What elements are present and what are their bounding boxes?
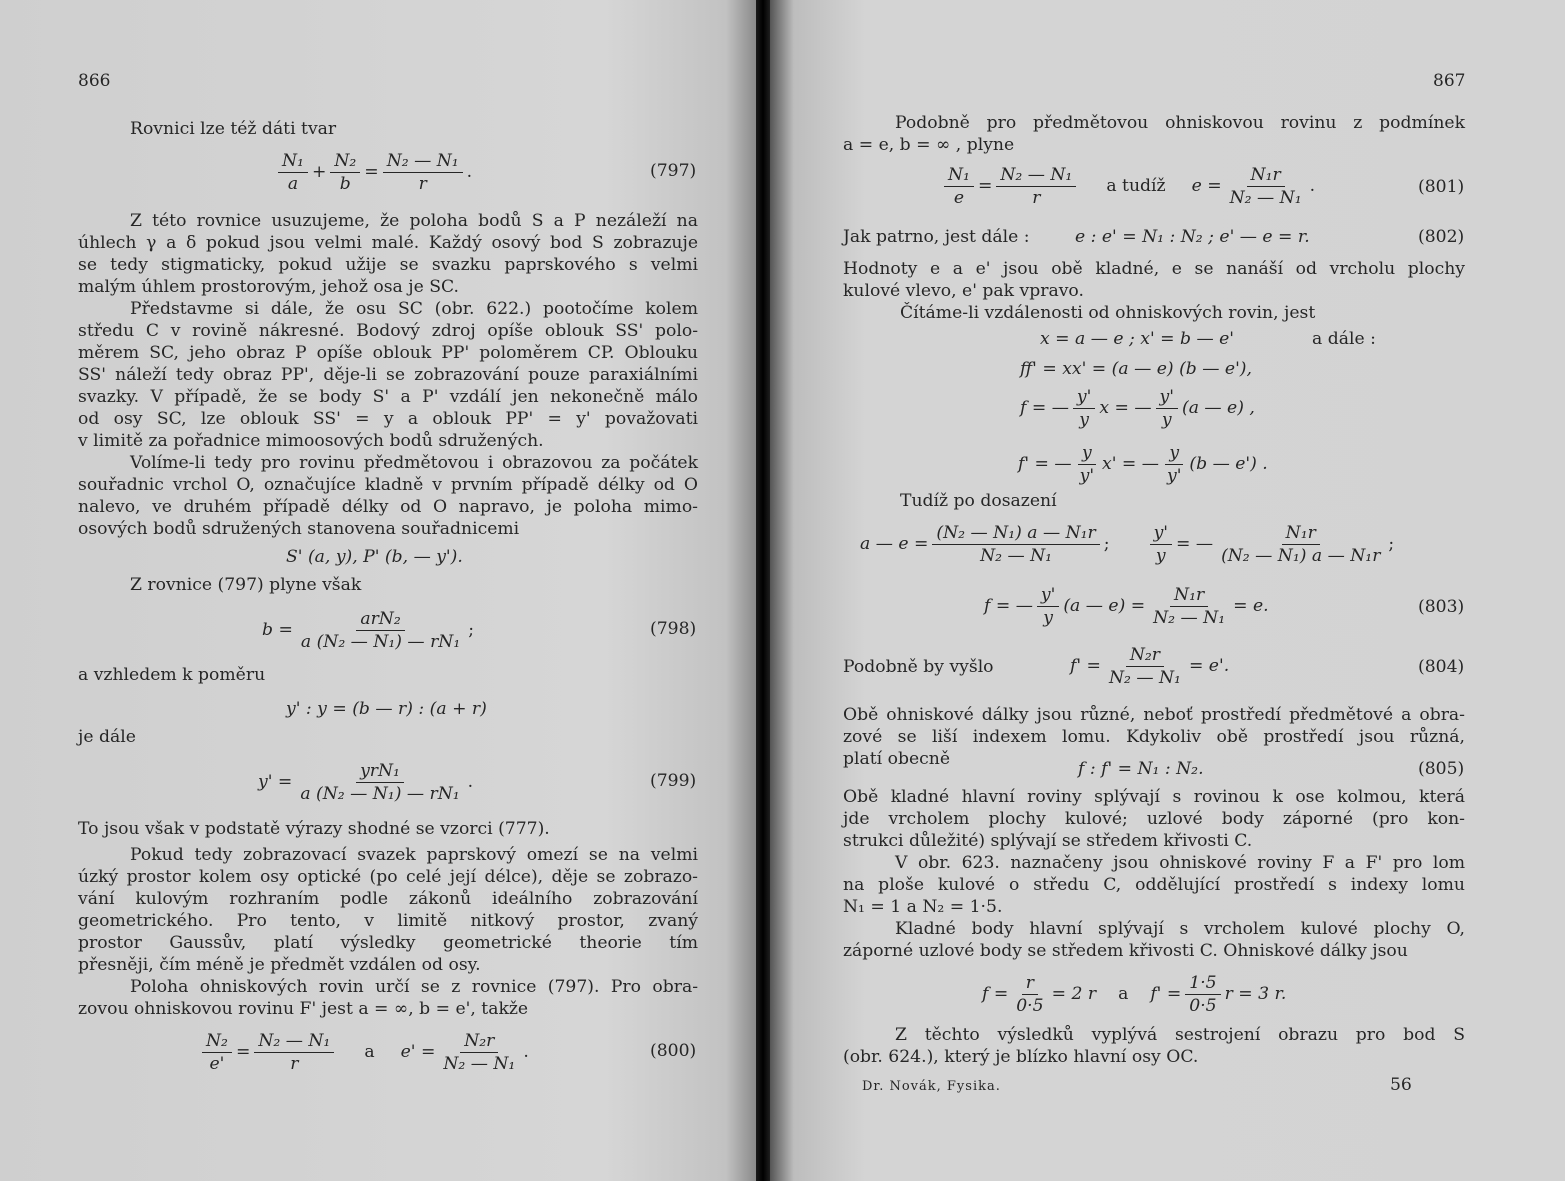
paragraph-line: od osy SC, lze oblouk SS' = y a oblouk PP' = y' považovati: [78, 409, 698, 429]
equation-number: (798): [650, 619, 697, 639]
paragraph-line: nalevo, ve druhém případě délky od O napravo, je poloha mimo-: [78, 497, 698, 517]
ff-equation: ff' = xx' = (a — e) (b — e'),: [1020, 358, 1252, 379]
paragraph-line: platí obecně: [843, 749, 951, 769]
paragraph-line: kulové vlevo, e' pak vpravo.: [843, 281, 1084, 301]
paragraph-line: osových bodů sdružených stanovena souřadnicemi: [78, 519, 520, 539]
f-equation: f = — $\frac{y'}{y}$ x = — $\frac{y'}{y}$ (a — e) ,: [1020, 386, 1255, 430]
paragraph-line: a dále :: [1312, 329, 1376, 349]
equation-799: y' = $\frac{\text{yrN₁}}{\text{a (N₂ — N₁) — rN₁}}$ .: [258, 760, 474, 804]
paragraph-line: Tudíž po dosazení: [900, 491, 1057, 511]
paragraph-line: Z těchto výsledků vyplývá sestrojení obrazu pro bod S: [895, 1025, 1465, 1045]
paragraph-line: V obr. 623. naznačeny jsou ohniskové roviny F a F' pro lom: [895, 853, 1465, 873]
paragraph-line: v limitě za pořadnice mimoosových bodů sdružených.: [78, 431, 544, 451]
focal-lengths-equation: f = $\frac{r}{0\cdot 5}$ = 2 r a f' = $\frac{1\cdot 5}{0\cdot 5}$ r = 3 r.: [982, 972, 1287, 1016]
footer-sheet-number: 56: [1390, 1075, 1412, 1095]
paragraph-line: Kladné body hlavní splývají s vrcholem kulové plochy O,: [895, 919, 1465, 939]
equation-804: f' = $\frac{\text{N₂r}}{\text{N₂ — N₁}}$ = e'.: [1070, 644, 1230, 688]
paragraph-line: strukci důležité) splývají se středem křivosti C.: [843, 831, 1253, 851]
paragraph-line: geometrického. Pro tento, v limitě nitkový prostor, zvaný: [78, 911, 698, 931]
paragraph-line: Hodnoty e a e' jsou obě kladné, e se nanáší od vrcholu plochy: [843, 259, 1465, 279]
paragraph-line: Obě kladné hlavní roviny splývají s rovinou k ose kolmou, která: [843, 787, 1465, 807]
equation-803: f = — $\frac{y'}{y}$ (a — e) = $\frac{\text{N₁r}}{\text{N₂ — N₁}}$ = e.: [984, 584, 1269, 628]
paragraph-line: Z této rovnice usuzujeme, že poloha bodů S a P nezáleží na: [130, 211, 698, 231]
paragraph-line: zovou ohniskovou rovinu F' jest a = ∞, b = e', takže: [78, 999, 529, 1019]
paragraph-line: Obě ohniskové dálky jsou různé, neboť prostředí předmětové a obra-: [843, 705, 1465, 725]
paragraph-line: To jsou však v podstatě výrazy shodné se vzorci (777).: [78, 819, 550, 839]
paragraph-line: Podobně pro předmětovou ohniskovou rovinu z podmínek: [895, 113, 1465, 133]
equation-number: (797): [650, 161, 697, 181]
f-prime-equation: f' = — $\frac{y}{y'}$ x' = — $\frac{y}{y'}$ (b — e') .: [1018, 442, 1268, 486]
paragraph-line: Rovnici lze též dáti tvar: [130, 119, 337, 139]
page-number-right: 867: [1433, 71, 1466, 91]
paragraph-line: Volíme-li tedy pro rovinu předmětovou i obrazovou za počátek: [130, 453, 698, 473]
paragraph-line: úhlech γ a δ pokud jsou velmi malé. Každý osový bod S zobrazuje: [78, 233, 698, 253]
paragraph-line: svazky. V případě, že se body S' a P' vzdálí jen nekonečně málo: [78, 387, 698, 407]
equation-number: (803): [1418, 597, 1465, 617]
equation-805: f : f' = N₁ : N₂.: [1078, 758, 1204, 779]
paragraph-line: přesněji, čím méně je předmět vzdálen od osy.: [78, 955, 481, 975]
x-equation: x = a — e ; x' = b — e': [1040, 328, 1235, 349]
paragraph-line: Pokud tedy zobrazovací svazek paprskový omezí se na velmi: [130, 845, 698, 865]
equation-number: (804): [1418, 657, 1465, 677]
book-gutter: [756, 0, 770, 1181]
paragraph-line: souřadnic vrchol O, označujíce kladně v prvním případě délky od O: [78, 475, 698, 495]
paragraph-line: se tedy stigmaticky, pokud užije se svazku paprskového s velmi: [78, 255, 698, 275]
substitution-equations: a — e = $\frac{\text{(N₂ — N₁) a — N₁r}}{\text{N₂ — N₁}}$ ; $\frac{y'}{y}$ = — $\frac{\text{N₁r}}{\text{(N₂ — N₁) a — N₁r}}$ ;: [860, 522, 1395, 566]
paragraph-line: prostor Gaussův, platí výsledky geometrické theorie tím: [78, 933, 698, 953]
paragraph-line: a = e, b = ∞ , plyne: [843, 135, 1015, 155]
equation-number: (805): [1418, 759, 1465, 779]
paragraph-line: (obr. 624.), který je blízko hlavní osy OC.: [843, 1047, 1199, 1067]
equation-number: (801): [1418, 177, 1465, 197]
paragraph-line: záporné uzlové body se středem křivosti C. Ohniskové dálky jsou: [843, 941, 1408, 961]
equation-number: (802): [1418, 227, 1465, 247]
paragraph-line: Jak patrno, jest dále :: [843, 227, 1030, 247]
equation-798: b = $\frac{\text{arN₂}}{\text{a (N₂ — N₁) — rN₁}}$ ;: [262, 608, 475, 652]
paragraph-line: malým úhlem prostorovým, jehož osa je SC.: [78, 277, 459, 297]
paragraph-line: jde vrcholem plochy kulové; uzlové body záporné (pro kon-: [843, 809, 1465, 829]
paragraph-line: Podobně by vyšlo: [843, 657, 994, 677]
page-number-left: 866: [78, 71, 111, 91]
paragraph-line: středu C v rovině nákresné. Bodový zdroj opíše oblouk SS' polo-: [78, 321, 698, 341]
paragraph-line: SS' náleží tedy obraz PP', děje-li se zobrazování pouze paraxiálními: [78, 365, 698, 385]
footer-author: Dr. Novák, Fysika.: [862, 1079, 1001, 1094]
paragraph-line: Představme si dále, že osu SC (obr. 622.) pootočíme kolem: [130, 299, 698, 319]
paragraph-line: Čítáme-li vzdálenosti od ohniskových rovin, jest: [900, 303, 1316, 323]
equation-number: (800): [650, 1041, 697, 1061]
equation-802: e : e' = N₁ : N₂ ; e' — e = r.: [1075, 226, 1310, 247]
equation-797: $\frac{\text{N₁}}{a}$ + $\frac{\text{N₂}}{b}$ = $\frac{\text{N₂ — N₁}}{r}$ .: [274, 146, 472, 198]
paragraph-line: N₁ = 1 a N₂ = 1·5.: [843, 897, 1003, 917]
paragraph-line: Poloha ohniskových rovin určí se z rovnice (797). Pro obra-: [130, 977, 698, 997]
equation-number: (799): [650, 771, 697, 791]
equation-801: $\frac{\text{N₁}}{e}$ = $\frac{\text{N₂ — N₁}}{r}$ a tudíž e = $\frac{\text{N₁r}}{\text{N₂ — N₁}}$ .: [940, 160, 1315, 212]
paragraph-line: Z rovnice (797) plyne však: [130, 575, 362, 595]
paragraph-line: úzký prostor kolem osy optické (po celé její délce), děje se zobrazo-: [78, 867, 698, 887]
equation-800: $\frac{\text{N₂}}{e'}$ = $\frac{\text{N₂ — N₁}}{r}$ a e' = $\frac{\text{N₂r}}{\text{N₂ — N₁}}$ .: [198, 1026, 529, 1078]
paragraph-line: a vzhledem k poměru: [78, 665, 266, 685]
paragraph-line: je dále: [78, 727, 136, 747]
ratio-equation: y' : y = (b — r) : (a + r): [286, 698, 487, 719]
paragraph-line: na ploše kulové o středu C, oddělující prostředí s indexy lomu: [843, 875, 1465, 895]
coordinates: S' (a, y), P' (b, — y').: [286, 546, 463, 567]
paragraph-line: zové se liší indexem lomu. Kdykoliv obě prostředí jsou různá,: [843, 727, 1465, 747]
paragraph-line: měrem SC, jeho obraz P opíše oblouk PP' poloměrem CP. Oblouku: [78, 343, 698, 363]
paragraph-line: vání kulovým rozhraním podle zákonů ideálního zobrazování: [78, 889, 698, 909]
right-page: [770, 0, 1565, 1181]
left-page: [0, 0, 756, 1181]
